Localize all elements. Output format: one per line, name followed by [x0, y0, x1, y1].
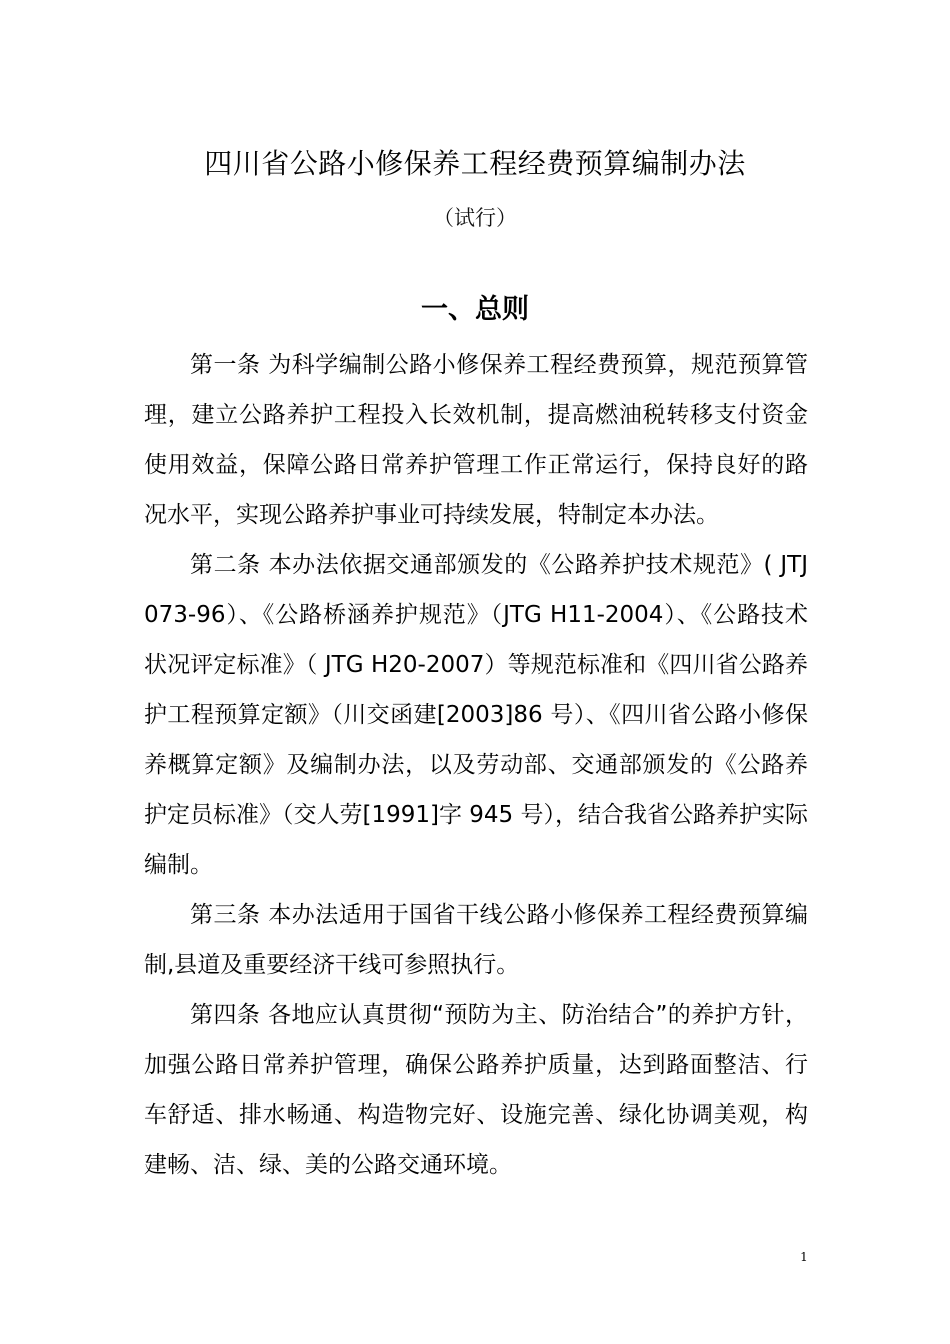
- section-heading: 一、总则: [421, 294, 529, 325]
- article-1-paragraph: 第一条 为科学编制公路小修保养工程经费预算，规范预算管理，建立公路养护工程投入长效机制，提高燃油税转移支付资金使用效益，保障公路日常养护管理工作正常运行，保持良好的路况水平，实现公路养护事业可持续发展，特制定本办法。: [144, 352, 808, 528]
- page-number: 1: [800, 1250, 808, 1264]
- article-4-paragraph: 第四条 各地应认真贯彻“预防为主、防治结合”的养护方针，加强公路日常养护管理，确保公路养护质量，达到路面整洁、行车舒适、排水畅通、构造物完好、设施完善、绿化协调美观，构建畅、洁、绿、美的公路交通环境。: [144, 1002, 808, 1178]
- document-title: 四川省公路小修保养工程经费预算编制办法: [204, 147, 746, 180]
- document-body: [144, 340, 808, 1190]
- document-subtitle: （试行）: [433, 206, 517, 230]
- article-2-paragraph: 第二条 本办法依据交通部颁发的《公路养护技术规范》( JTJ 073-96）、《公路桥涵养护规范》（JTG H11-2004）、《公路技术状况评定标准》（ JTG H20-2007）等规范标准和《四川省公路养护工程预算定额》（川交函建[2003]86 号）、《四川省公路小修保养概算定额》及编制办法，以及劳动部、交通部颁发的《公路养护定员标准》（交人劳[1991]字 945 号），结合我省公路养护实际编制。: [144, 552, 809, 878]
- article-3-paragraph: 第三条 本办法适用于国省干线公路小修保养工程经费预算编制,县道及重要经济干线可参照执行。: [144, 902, 808, 978]
